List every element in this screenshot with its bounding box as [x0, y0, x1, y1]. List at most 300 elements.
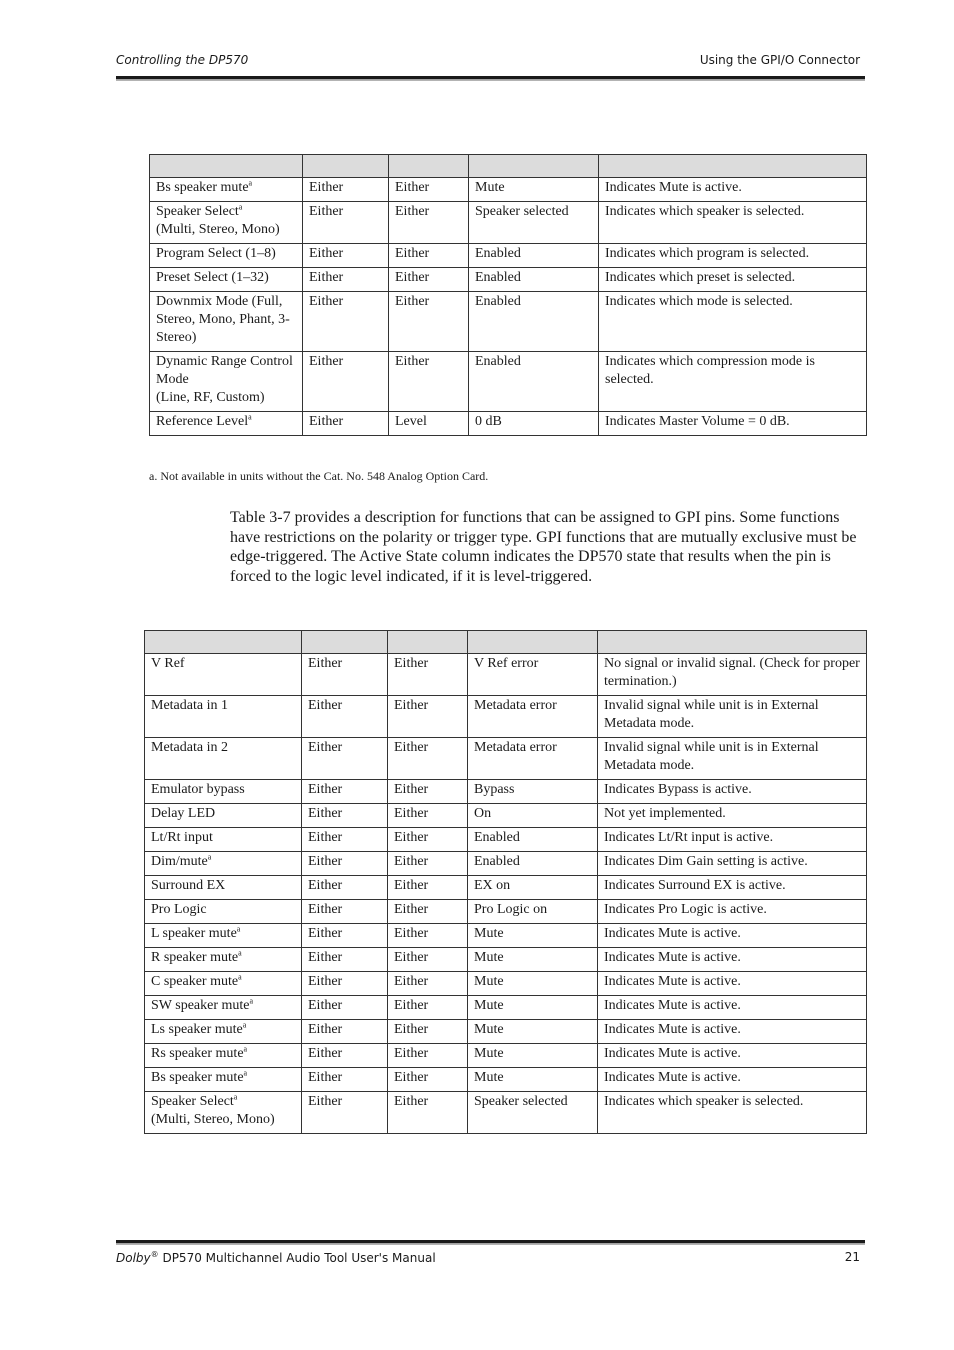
active-state-cell	[468, 972, 598, 996]
active-state-text: Speaker selected	[474, 1094, 568, 1109]
function-cell	[150, 268, 303, 292]
polarity-text: Either	[309, 354, 344, 369]
active-state-text: Bypass	[474, 782, 515, 797]
trigger-cell	[388, 1068, 468, 1092]
table-row	[150, 268, 867, 292]
trigger-cell	[388, 972, 468, 996]
active-state-cell	[468, 900, 598, 924]
function-cell	[145, 852, 302, 876]
footer-manual-title: DP570 Multichannel Audio Tool User's Manual	[158, 1251, 436, 1265]
function-cell	[150, 292, 303, 352]
trigger-text: Either	[395, 204, 430, 219]
function-text: Rs speaker mute	[151, 1046, 244, 1061]
footnote-marker: a	[248, 412, 252, 422]
table-footnote: a. Not available in units without the Cat. No. 548 Analog Option Card.	[149, 469, 489, 483]
description-text: Invalid signal while unit is in External Metadata mode.	[604, 740, 819, 773]
description-text: Indicates which mode is selected.	[605, 294, 793, 309]
header-cell	[150, 155, 303, 178]
active-state-cell	[468, 1068, 598, 1092]
polarity-text: Either	[308, 1070, 343, 1085]
table-body	[150, 178, 867, 436]
description-cell	[598, 780, 867, 804]
trigger-cell	[388, 1092, 468, 1134]
footer-title	[116, 1250, 436, 1265]
trigger-text: Either	[394, 1070, 429, 1085]
active-state-cell	[469, 202, 599, 244]
trigger-cell	[388, 900, 468, 924]
table-row	[145, 996, 867, 1020]
function-text: Downmix Mode (Full, Stereo, Mono, Phant, 3-Stereo)	[156, 294, 290, 345]
polarity-cell	[303, 202, 389, 244]
header-cell	[388, 631, 468, 654]
table-row	[150, 292, 867, 352]
header-cell	[145, 631, 302, 654]
function-text: R speaker mute	[151, 950, 239, 965]
footnote-marker: a	[243, 1044, 248, 1054]
polarity-cell	[302, 900, 388, 924]
active-state-cell	[468, 696, 598, 738]
table-row	[145, 876, 867, 900]
trigger-text: Either	[394, 656, 429, 671]
description-cell	[598, 696, 867, 738]
trigger-cell	[388, 1044, 468, 1068]
function-cell	[145, 738, 302, 780]
trigger-cell	[389, 202, 469, 244]
header-cell	[598, 631, 867, 654]
active-state-text: Metadata error	[474, 740, 557, 755]
running-header-left: Controlling the DP570	[116, 53, 249, 67]
function-cell	[145, 1092, 302, 1134]
footnote-marker: a	[238, 948, 242, 958]
description-text: Indicates which program is selected.	[605, 246, 810, 261]
footer-rule	[116, 1240, 865, 1245]
table-row	[145, 696, 867, 738]
trigger-cell	[388, 804, 468, 828]
trigger-text: Either	[394, 878, 429, 893]
active-state-cell	[468, 948, 598, 972]
description-cell	[598, 1068, 867, 1092]
function-text: Metadata in 1	[151, 698, 228, 713]
function-text: Program Select (1–8)	[156, 246, 276, 261]
polarity-cell	[302, 852, 388, 876]
description-text: Indicates Bypass is active.	[604, 782, 752, 797]
polarity-text: Either	[308, 998, 343, 1013]
description-text: Invalid signal while unit is in External Metadata mode.	[604, 698, 819, 731]
polarity-text: Either	[308, 974, 343, 989]
active-state-text: Mute	[474, 926, 504, 941]
polarity-cell	[303, 268, 389, 292]
table-row	[150, 202, 867, 244]
active-state-cell	[468, 876, 598, 900]
description-cell	[598, 1092, 867, 1134]
function-text: Bs speaker mute	[151, 1070, 244, 1085]
active-state-cell	[468, 780, 598, 804]
trigger-text: Level	[395, 414, 427, 429]
polarity-text: Either	[308, 830, 343, 845]
description-cell	[598, 828, 867, 852]
function-text: Lt/Rt input	[151, 830, 213, 845]
polarity-text: Either	[308, 902, 343, 917]
active-state-cell	[468, 738, 598, 780]
description-cell	[598, 972, 867, 996]
description-cell	[599, 268, 867, 292]
table-row	[150, 244, 867, 268]
trigger-cell	[389, 412, 469, 436]
page-number: 21	[844, 1250, 860, 1264]
active-state-cell	[468, 924, 598, 948]
function-text: Speaker Select	[151, 1094, 234, 1109]
header-cell	[599, 155, 867, 178]
description-cell	[598, 948, 867, 972]
description-text: Indicates which speaker is selected.	[605, 204, 805, 219]
function-cell	[145, 972, 302, 996]
polarity-cell	[303, 178, 389, 202]
trigger-text: Either	[395, 180, 430, 195]
active-state-text: Speaker selected	[475, 204, 569, 219]
trigger-text: Either	[395, 354, 430, 369]
active-state-cell	[468, 1044, 598, 1068]
function-cell	[150, 244, 303, 268]
trigger-text: Either	[394, 998, 429, 1013]
footnote-marker: a	[233, 1092, 238, 1102]
description-text: Indicates Mute is active.	[604, 998, 741, 1013]
polarity-cell	[302, 738, 388, 780]
polarity-cell	[302, 804, 388, 828]
polarity-text: Either	[309, 204, 344, 219]
trigger-text: Either	[394, 740, 429, 755]
table-row	[145, 654, 867, 696]
description-cell	[599, 202, 867, 244]
polarity-text: Either	[309, 270, 344, 285]
header-cell	[303, 155, 389, 178]
polarity-cell	[302, 654, 388, 696]
active-state-cell	[468, 828, 598, 852]
registered-mark: ®	[150, 1250, 159, 1259]
table-row	[150, 352, 867, 412]
function-cell	[145, 804, 302, 828]
active-state-text: Enabled	[474, 854, 520, 869]
function-text: V Ref	[151, 656, 185, 671]
function-cell	[145, 996, 302, 1020]
active-state-text: Mute	[474, 1046, 504, 1061]
table-row	[145, 1092, 867, 1134]
table-row	[145, 738, 867, 780]
description-text: Indicates Mute is active.	[604, 1070, 741, 1085]
description-text: No signal or invalid signal. (Check for proper termination.)	[604, 656, 860, 689]
description-cell	[599, 352, 867, 412]
function-options-text: (Multi, Stereo, Mono)	[156, 222, 280, 237]
body-paragraph: Table 3-7 provides a description for functions that can be assigned to GPI pins. Some functions have restrictions on the polarity or trigger type. GPI functions that are mutually exclusive must be edge-triggered. The Active State column indicates the DP570 state that results when the pin is forced to the logic level indicated, if it is level-triggered.	[230, 509, 857, 585]
table-row	[145, 948, 867, 972]
polarity-text: Either	[308, 950, 343, 965]
description-text: Indicates Pro Logic is active.	[604, 902, 767, 917]
function-cell	[145, 1068, 302, 1092]
polarity-cell	[302, 780, 388, 804]
table-row	[145, 972, 867, 996]
active-state-cell	[469, 178, 599, 202]
footnote-marker: a	[243, 1068, 248, 1078]
trigger-text: Either	[395, 270, 430, 285]
function-cell	[145, 1020, 302, 1044]
footnote-marker: a	[242, 1020, 247, 1030]
active-state-text: On	[474, 806, 492, 821]
function-cell	[145, 924, 302, 948]
description-cell	[598, 900, 867, 924]
trigger-cell	[388, 654, 468, 696]
table-row	[145, 900, 867, 924]
table-row	[145, 804, 867, 828]
description-cell	[599, 292, 867, 352]
polarity-text: Either	[308, 782, 343, 797]
function-cell	[150, 352, 303, 412]
active-state-cell	[468, 1092, 598, 1134]
description-text: Indicates Surround EX is active.	[604, 878, 786, 893]
table-header-row	[145, 631, 867, 654]
polarity-cell	[302, 1092, 388, 1134]
active-state-text: Mute	[474, 950, 504, 965]
function-text: Delay LED	[151, 806, 216, 821]
footnote-marker: a	[248, 178, 253, 188]
description-text: Indicates Mute is active.	[604, 1046, 741, 1061]
footnote-marker: a	[238, 972, 242, 982]
footnote-marker: a	[207, 852, 212, 862]
trigger-text: Either	[394, 926, 429, 941]
active-state-text: Enabled	[474, 830, 520, 845]
polarity-text: Either	[308, 740, 343, 755]
description-text: Not yet implemented.	[604, 806, 726, 821]
trigger-cell	[388, 852, 468, 876]
function-text: Dynamic Range Control Mode	[156, 354, 293, 387]
polarity-text: Either	[309, 414, 344, 429]
polarity-text: Either	[308, 878, 343, 893]
function-text: L speaker mute	[151, 926, 237, 941]
table-row	[145, 1020, 867, 1044]
active-state-text: Enabled	[475, 354, 521, 369]
trigger-cell	[388, 996, 468, 1020]
polarity-cell	[302, 996, 388, 1020]
active-state-cell	[469, 412, 599, 436]
active-state-text: Enabled	[475, 246, 521, 261]
gpi-functions-table	[144, 630, 867, 1134]
active-state-cell	[469, 244, 599, 268]
polarity-text: Either	[308, 698, 343, 713]
trigger-text: Either	[394, 782, 429, 797]
trigger-text: Either	[395, 246, 430, 261]
trigger-cell	[388, 738, 468, 780]
polarity-text: Either	[308, 1094, 343, 1109]
header-cell	[468, 631, 598, 654]
footnote-marker: a	[238, 202, 243, 212]
trigger-text: Either	[394, 950, 429, 965]
polarity-cell	[303, 412, 389, 436]
trigger-text: Either	[394, 854, 429, 869]
table-row	[150, 178, 867, 202]
trigger-cell	[388, 924, 468, 948]
description-cell	[598, 852, 867, 876]
function-cell	[145, 900, 302, 924]
table-body	[145, 654, 867, 1134]
active-state-cell	[469, 352, 599, 412]
trigger-cell	[389, 268, 469, 292]
function-text: Speaker Select	[156, 204, 239, 219]
trigger-cell	[388, 1020, 468, 1044]
polarity-text: Either	[309, 246, 344, 261]
trigger-cell	[388, 948, 468, 972]
description-cell	[598, 738, 867, 780]
function-options-text: (Multi, Stereo, Mono)	[151, 1112, 275, 1127]
trigger-cell	[388, 828, 468, 852]
description-cell	[599, 178, 867, 202]
function-cell	[145, 876, 302, 900]
function-text: Reference Level	[156, 414, 249, 429]
polarity-cell	[302, 828, 388, 852]
function-cell	[145, 948, 302, 972]
description-cell	[599, 244, 867, 268]
active-state-text: Mute	[474, 974, 504, 989]
polarity-cell	[303, 352, 389, 412]
polarity-cell	[302, 1020, 388, 1044]
trigger-text: Either	[394, 974, 429, 989]
trigger-text: Either	[394, 1022, 429, 1037]
description-cell	[598, 804, 867, 828]
active-state-text: Mute	[474, 1022, 504, 1037]
polarity-text: Either	[309, 294, 344, 309]
description-cell	[598, 996, 867, 1020]
function-cell	[150, 412, 303, 436]
trigger-cell	[389, 292, 469, 352]
description-text: Indicates Dim Gain setting is active.	[604, 854, 808, 869]
function-cell	[145, 696, 302, 738]
function-text: Pro Logic	[151, 902, 207, 917]
polarity-cell	[302, 696, 388, 738]
description-text: Indicates Mute is active.	[604, 926, 741, 941]
running-header-right: Using the GPI/O Connector	[699, 53, 860, 67]
description-text: Indicates Mute is active.	[605, 180, 742, 195]
polarity-cell	[302, 1044, 388, 1068]
function-text: Emulator bypass	[151, 782, 245, 797]
function-options-text: (Line, RF, Custom)	[156, 390, 265, 405]
description-text: Indicates which compression mode is selected.	[605, 354, 815, 387]
footnote-marker: a	[236, 924, 241, 934]
function-cell	[150, 202, 303, 244]
trigger-text: Either	[395, 294, 430, 309]
gpo-functions-table-continued	[149, 154, 867, 436]
description-text: Indicates Mute is active.	[604, 950, 741, 965]
trigger-cell	[388, 780, 468, 804]
trigger-text: Either	[394, 902, 429, 917]
table-row	[145, 924, 867, 948]
header-rule	[116, 76, 865, 81]
active-state-text: Metadata error	[474, 698, 557, 713]
table-row	[145, 828, 867, 852]
polarity-cell	[302, 972, 388, 996]
polarity-cell	[302, 1068, 388, 1092]
active-state-text: Mute	[475, 180, 505, 195]
description-cell	[598, 876, 867, 900]
footer-brand: Dolby	[116, 1251, 151, 1265]
description-cell	[598, 654, 867, 696]
description-cell	[598, 1044, 867, 1068]
active-state-cell	[468, 1020, 598, 1044]
trigger-cell	[388, 696, 468, 738]
function-text: Bs speaker mute	[156, 180, 249, 195]
table-row	[145, 852, 867, 876]
active-state-cell	[468, 852, 598, 876]
table-row	[145, 780, 867, 804]
trigger-cell	[388, 876, 468, 900]
function-text: Dim/mute	[151, 854, 208, 869]
polarity-text: Either	[309, 180, 344, 195]
table-header-row	[150, 155, 867, 178]
active-state-text: EX on	[474, 878, 511, 893]
polarity-text: Either	[308, 656, 343, 671]
header-cell	[302, 631, 388, 654]
polarity-text: Either	[308, 1022, 343, 1037]
active-state-text: 0 dB	[475, 414, 502, 429]
function-cell	[145, 654, 302, 696]
table-row	[145, 1068, 867, 1092]
polarity-text: Either	[308, 926, 343, 941]
function-text: Metadata in 2	[151, 740, 228, 755]
function-cell	[145, 780, 302, 804]
active-state-cell	[469, 268, 599, 292]
footnote-marker: a	[249, 996, 254, 1006]
trigger-cell	[389, 352, 469, 412]
description-text: Indicates Lt/Rt input is active.	[604, 830, 774, 845]
polarity-text: Either	[308, 806, 343, 821]
polarity-cell	[303, 244, 389, 268]
description-text: Indicates Mute is active.	[604, 974, 741, 989]
function-text: Preset Select (1–32)	[156, 270, 269, 285]
header-cell	[469, 155, 599, 178]
polarity-cell	[302, 948, 388, 972]
trigger-text: Either	[394, 1046, 429, 1061]
active-state-text: V Ref error	[474, 656, 539, 671]
trigger-text: Either	[394, 1094, 429, 1109]
trigger-text: Either	[394, 806, 429, 821]
description-cell	[598, 1020, 867, 1044]
trigger-cell	[389, 244, 469, 268]
description-text: Indicates which speaker is selected.	[604, 1094, 804, 1109]
table-row	[145, 1044, 867, 1068]
active-state-text: Mute	[474, 998, 504, 1013]
active-state-cell	[469, 292, 599, 352]
function-cell	[145, 828, 302, 852]
active-state-cell	[468, 804, 598, 828]
polarity-cell	[302, 924, 388, 948]
function-text: SW speaker mute	[151, 998, 250, 1013]
description-cell	[598, 924, 867, 948]
trigger-text: Either	[394, 830, 429, 845]
description-text: Indicates Mute is active.	[604, 1022, 741, 1037]
active-state-cell	[468, 996, 598, 1020]
function-text: C speaker mute	[151, 974, 239, 989]
function-text: Surround EX	[151, 878, 226, 893]
polarity-text: Either	[308, 854, 343, 869]
description-text: Indicates which preset is selected.	[605, 270, 796, 285]
active-state-text: Pro Logic on	[474, 902, 548, 917]
table-row	[150, 412, 867, 436]
trigger-cell	[389, 178, 469, 202]
polarity-cell	[303, 292, 389, 352]
function-text: Ls speaker mute	[151, 1022, 243, 1037]
polarity-cell	[302, 876, 388, 900]
active-state-text: Enabled	[475, 294, 521, 309]
active-state-cell	[468, 654, 598, 696]
trigger-text: Either	[394, 698, 429, 713]
polarity-text: Either	[308, 1046, 343, 1061]
active-state-text: Mute	[474, 1070, 504, 1085]
